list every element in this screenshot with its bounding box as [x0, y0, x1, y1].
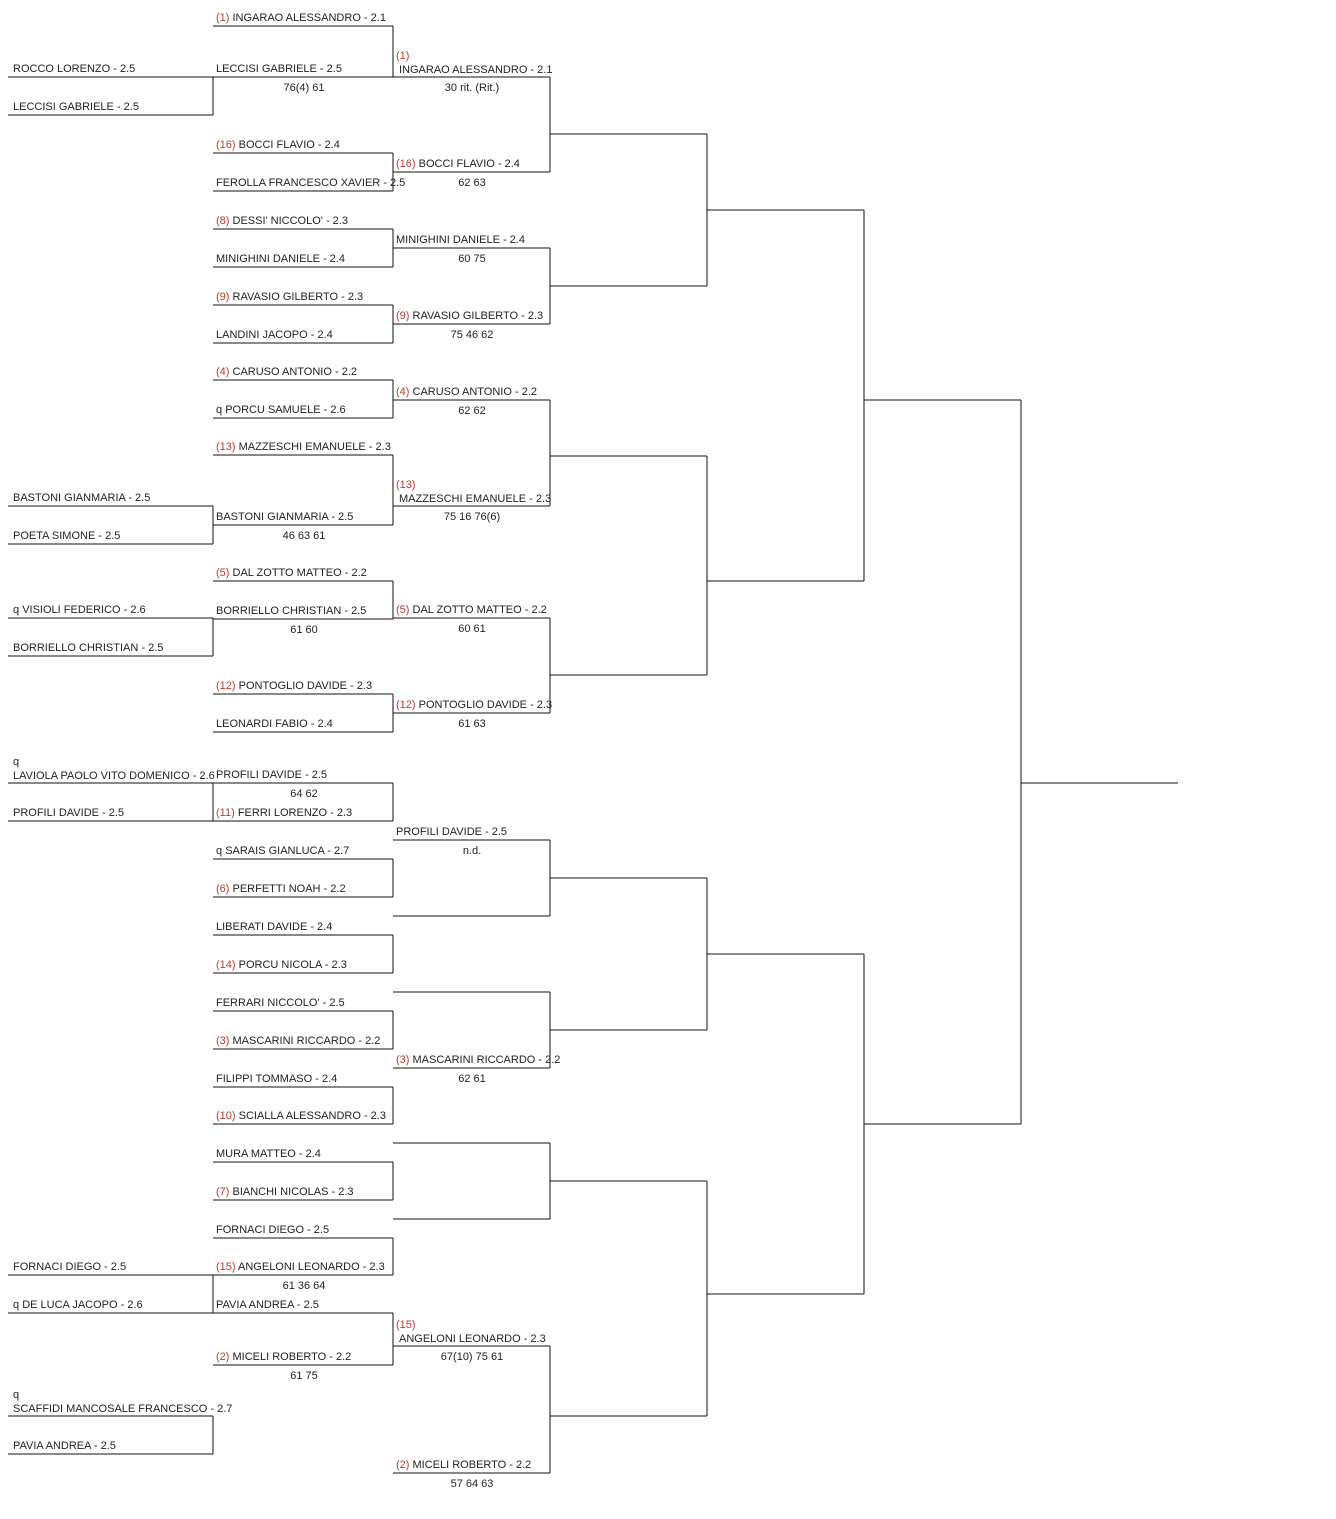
round2-player-name: MINIGHINI DANIELE - 2.4 — [396, 234, 525, 246]
round1-player-name: q PORCU SAMUELE - 2.6 — [216, 404, 346, 416]
round1-player-name: BASTONI GIANMARIA - 2.5 — [216, 511, 354, 523]
prelim-player-name: BASTONI GIANMARIA - 2.5 — [13, 492, 151, 504]
match-score: n.d. — [462, 845, 482, 857]
round1-player-name: FEROLLA FRANCESCO XAVIER - 2.5 — [216, 177, 406, 189]
round2-player-name: (3) MASCARINI RICCARDO - 2.2 — [396, 1054, 561, 1066]
prelim-player-name: PROFILI DAVIDE - 2.5 — [13, 807, 125, 819]
round1-player-name: (11) FERRI LORENZO - 2.3 — [216, 807, 353, 819]
match-score: 60 75 — [458, 253, 486, 265]
prelim-player-name: LECCISI GABRIELE - 2.5 — [13, 101, 139, 113]
round1-player-name: PROFILI DAVIDE - 2.5 — [216, 769, 328, 781]
round1-player-name: (8) DESSI' NICCOLO' - 2.3 — [216, 215, 348, 227]
match-score: 62 61 — [458, 1073, 486, 1085]
match-score: 61 60 — [290, 624, 318, 636]
prelim-player-name: PAVIA ANDREA - 2.5 — [13, 1440, 116, 1452]
round1-player-name: MURA MATTEO - 2.4 — [216, 1148, 321, 1160]
round2-player-name: (2) MICELI ROBERTO - 2.2 — [396, 1459, 532, 1471]
prelim-player-name: q SCAFFIDI MANCOSALE FRANCESCO - 2.7 — [13, 1389, 233, 1415]
round1-player-name: (14) PORCU NICOLA - 2.3 — [216, 959, 347, 971]
round2-player-name: (1) INGARAO ALESSANDRO - 2.1 — [396, 50, 553, 76]
match-score: 67(10) 75 61 — [440, 1351, 504, 1363]
match-score: 64 62 — [290, 788, 318, 800]
match-score: 75 16 76(6) — [443, 511, 501, 523]
round1-player-name: (13) MAZZESCHI EMANUELE - 2.3 — [216, 441, 391, 453]
prelim-player-name: POETA SIMONE - 2.5 — [13, 530, 121, 542]
round1-player-name: LEONARDI FABIO - 2.4 — [216, 718, 333, 730]
round1-player-name: FORNACI DIEGO - 2.5 — [216, 1224, 330, 1236]
prelim-player-name: q VISIOLI FEDERICO - 2.6 — [13, 604, 146, 616]
round1-player-name: MINIGHINI DANIELE - 2.4 — [216, 253, 345, 265]
match-score: 61 75 — [290, 1370, 318, 1382]
round2-player-name: (9) RAVASIO GILBERTO - 2.3 — [396, 310, 544, 322]
round1-player-name: (2) MICELI ROBERTO - 2.2 — [216, 1351, 352, 1363]
match-score: 62 63 — [458, 177, 486, 189]
round1-player-name: BORRIELLO CHRISTIAN - 2.5 — [216, 605, 367, 617]
round1-player-name: (12) PONTOGLIO DAVIDE - 2.3 — [216, 680, 373, 692]
round2-player-name: (15) ANGELONI LEONARDO - 2.3 — [396, 1319, 546, 1345]
match-score: 61 63 — [458, 718, 486, 730]
round1-player-name: (7) BIANCHI NICOLAS - 2.3 — [216, 1186, 354, 1198]
round1-player-name: PAVIA ANDREA - 2.5 — [216, 1299, 319, 1311]
match-score: 75 46 62 — [450, 329, 494, 341]
match-score: 57 64 63 — [450, 1478, 494, 1490]
round1-player-name: (3) MASCARINI RICCARDO - 2.2 — [216, 1035, 381, 1047]
round1-player-name: (6) PERFETTI NOAH - 2.2 — [216, 883, 346, 895]
round1-player-name: FERRARI NICCOLO' - 2.5 — [216, 997, 345, 1009]
round1-player-name: q SARAIS GIANLUCA - 2.7 — [216, 845, 350, 857]
prelim-player-name: q LAVIOLA PAOLO VITO DOMENICO - 2.6 — [13, 756, 215, 782]
prelim-player-name: q DE LUCA JACOPO - 2.6 — [13, 1299, 143, 1311]
round1-player-name: FILIPPI TOMMASO - 2.4 — [216, 1073, 338, 1085]
match-score: 46 63 61 — [282, 530, 326, 542]
round1-player-name: (15) ANGELONI LEONARDO - 2.3 — [216, 1261, 385, 1273]
round1-player-name: (4) CARUSO ANTONIO - 2.2 — [216, 366, 357, 378]
match-score: 61 36 64 — [282, 1280, 326, 1292]
round2-player-name: (13) MAZZESCHI EMANUELE - 2.3 — [396, 479, 552, 505]
bracket-lines — [8, 26, 1178, 1473]
round1-player-name: LIBERATI DAVIDE - 2.4 — [216, 921, 333, 933]
match-score: 60 61 — [458, 623, 486, 635]
round2-player-name: (4) CARUSO ANTONIO - 2.2 — [396, 386, 537, 398]
prelim-player-name: ROCCO LORENZO - 2.5 — [13, 63, 136, 75]
round2-player-name: (5) DAL ZOTTO MATTEO - 2.2 — [396, 604, 547, 616]
bracket-labels — [13, 12, 560, 1490]
round1-player-name: LANDINI JACOPO - 2.4 — [216, 329, 333, 341]
round1-player-name: (9) RAVASIO GILBERTO - 2.3 — [216, 291, 364, 303]
match-score: 62 62 — [458, 405, 486, 417]
round1-player-name: LECCISI GABRIELE - 2.5 — [216, 63, 342, 75]
match-score: 76(4) 61 — [283, 82, 325, 94]
round2-player-name: (12) PONTOGLIO DAVIDE - 2.3 — [396, 699, 553, 711]
round1-player-name: (5) DAL ZOTTO MATTEO - 2.2 — [216, 567, 367, 579]
match-score: 30 rit. (Rit.) — [444, 82, 500, 94]
prelim-player-name: FORNACI DIEGO - 2.5 — [13, 1261, 127, 1273]
round1-player-name: (16) BOCCI FLAVIO - 2.4 — [216, 139, 340, 151]
round2-player-name: (16) BOCCI FLAVIO - 2.4 — [396, 158, 520, 170]
prelim-player-name: BORRIELLO CHRISTIAN - 2.5 — [13, 642, 164, 654]
round1-player-name: (10) SCIALLA ALESSANDRO - 2.3 — [216, 1110, 386, 1122]
round2-player-name: PROFILI DAVIDE - 2.5 — [396, 826, 508, 838]
round1-player-name: (1) INGARAO ALESSANDRO - 2.1 — [216, 12, 386, 24]
